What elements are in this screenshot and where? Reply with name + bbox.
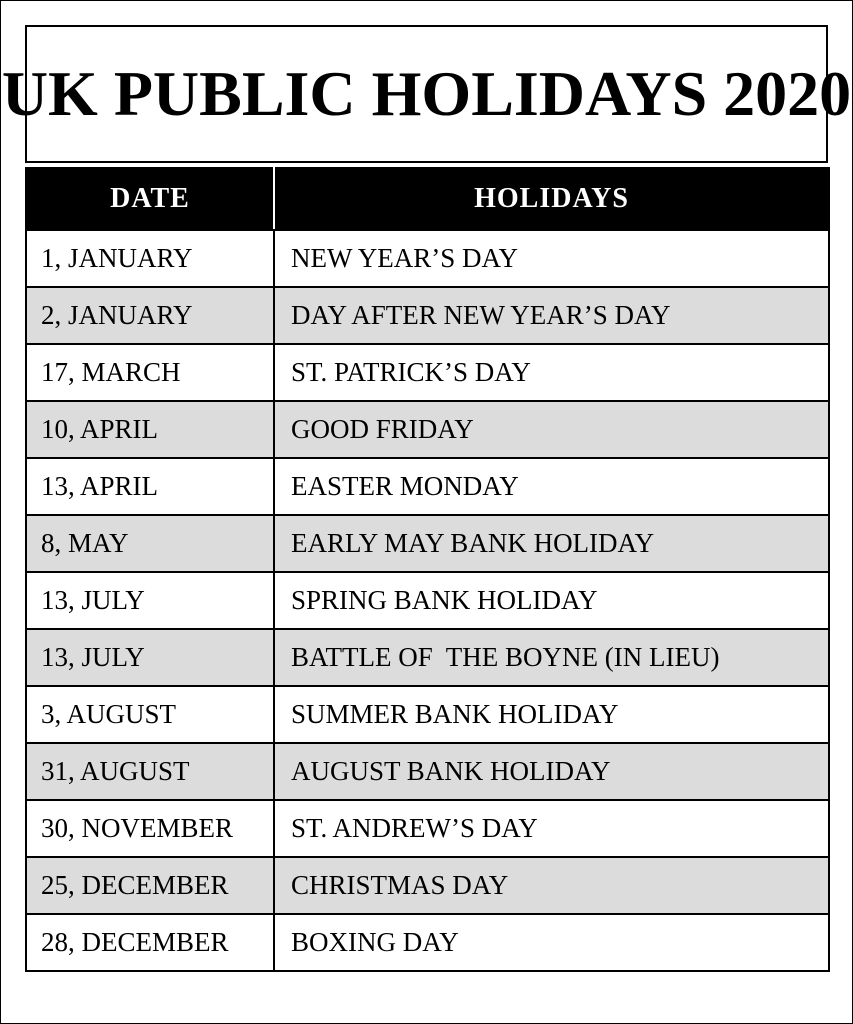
date-cell: 13, JULY: [26, 629, 274, 686]
table-header-row: [26, 168, 829, 230]
date-cell: 31, AUGUST: [26, 743, 274, 800]
holiday-cell: ST. PATRICK’S DAY: [274, 344, 829, 401]
title-box: [1, 25, 852, 163]
date-column-header: DATE: [26, 168, 274, 230]
holiday-cell: BATTLE OF THE BOYNE (IN LIEU): [274, 629, 829, 686]
date-cell: 28, DECEMBER: [26, 914, 274, 971]
table-row: [26, 686, 829, 743]
table-row: [26, 800, 829, 857]
table-row: [26, 914, 829, 971]
page-title: UK PUBLIC HOLIDAYS 2020: [1, 58, 852, 129]
holiday-cell: NEW YEAR’S DAY: [274, 230, 829, 287]
date-cell: 13, JULY: [26, 572, 274, 629]
table-row: [26, 344, 829, 401]
table-row: [26, 572, 829, 629]
date-cell: 25, DECEMBER: [26, 857, 274, 914]
holiday-cell: CHRISTMAS DAY: [274, 857, 829, 914]
table-row: [26, 857, 829, 914]
holiday-cell: SUMMER BANK HOLIDAY: [274, 686, 829, 743]
date-cell: 30, NOVEMBER: [26, 800, 274, 857]
date-cell: 17, MARCH: [26, 344, 274, 401]
holiday-cell: AUGUST BANK HOLIDAY: [274, 743, 829, 800]
table-row: [26, 230, 829, 287]
date-cell: 8, MAY: [26, 515, 274, 572]
table-row: [26, 515, 829, 572]
date-cell: 10, APRIL: [26, 401, 274, 458]
holiday-cell: GOOD FRIDAY: [274, 401, 829, 458]
table-row: [26, 629, 829, 686]
holiday-cell: BOXING DAY: [274, 914, 829, 971]
holiday-cell: ST. ANDREW’S DAY: [274, 800, 829, 857]
holiday-cell: SPRING BANK HOLIDAY: [274, 572, 829, 629]
date-cell: 1, JANUARY: [26, 230, 274, 287]
table-body: [26, 230, 829, 971]
table-row: [26, 743, 829, 800]
date-cell: 13, APRIL: [26, 458, 274, 515]
table-row: [26, 401, 829, 458]
holiday-column-header: HOLIDAYS: [274, 168, 829, 230]
holidays-table: [25, 167, 830, 972]
table-row: [26, 458, 829, 515]
date-cell: 2, JANUARY: [26, 287, 274, 344]
table-row: [26, 287, 829, 344]
holiday-cell: DAY AFTER NEW YEAR’S DAY: [274, 287, 829, 344]
holiday-cell: EARLY MAY BANK HOLIDAY: [274, 515, 829, 572]
holiday-cell: EASTER MONDAY: [274, 458, 829, 515]
date-cell: 3, AUGUST: [26, 686, 274, 743]
